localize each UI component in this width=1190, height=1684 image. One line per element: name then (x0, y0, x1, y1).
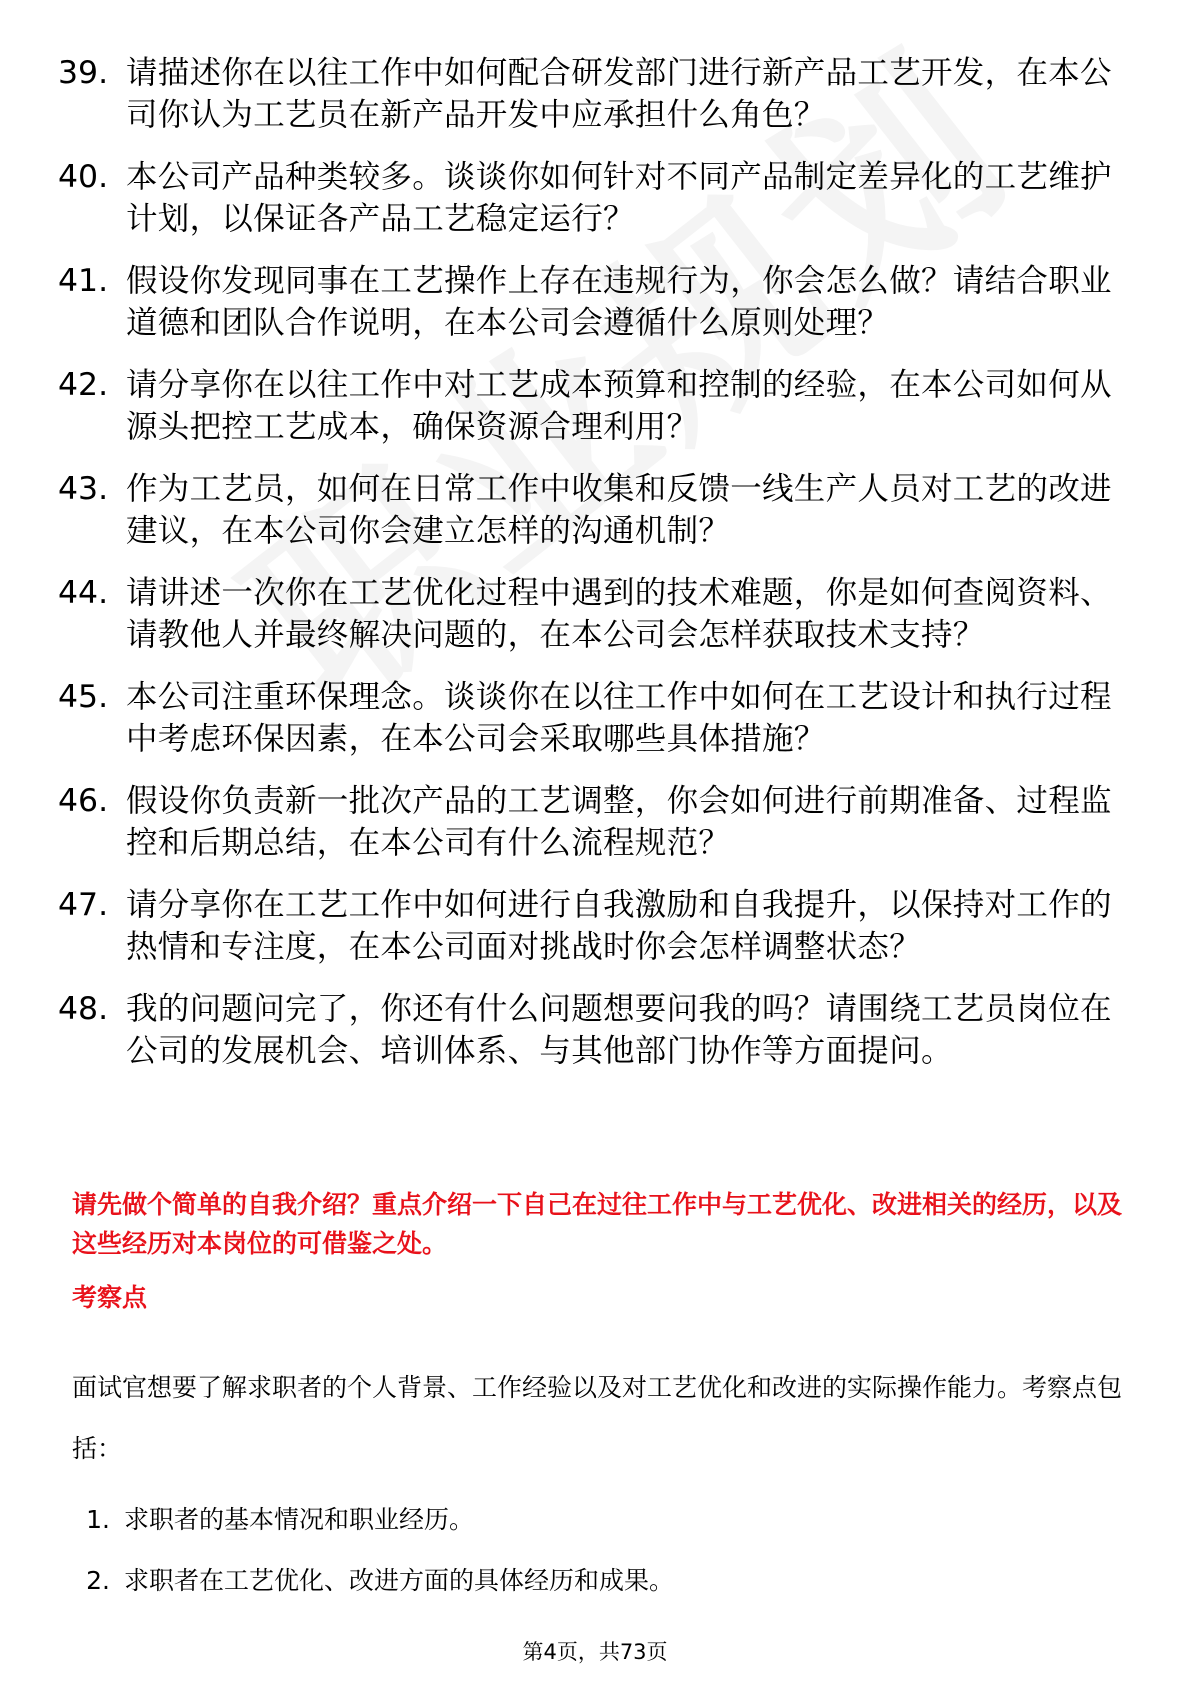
question-item (58, 884, 1118, 968)
question-text: 本公司注重环保理念。谈谈你在以往工作中如何在工艺设计和执行过程中考虑环保因素，在本公司会采取哪些具体措施？ (126, 679, 1112, 757)
exam-points-description: 面试官想要了解求职者的个人背景、工作经验以及对工艺优化和改进的实际操作能力。考察点包括： (72, 1373, 1123, 1463)
exam-point-text: 求职者在工艺优化、改进方面的具体经历和成果。 (124, 1566, 675, 1595)
question-number: 42. (58, 367, 109, 403)
question-text: 本公司产品种类较多。谈谈你如何针对不同产品制定差异化的工艺维护计划，以保证各产品工艺稳定运行？ (126, 159, 1112, 237)
question-list (58, 52, 1118, 1092)
exam-point-number: 2. (86, 1566, 110, 1595)
question-item (58, 260, 1118, 344)
question-number: 45. (58, 679, 109, 715)
exam-point-number: 1. (86, 1505, 110, 1534)
question-text: 假设你发现同事在工艺操作上存在违规行为，你会怎么做？请结合职业道德和团队合作说明，在本公司会遵循什么原则处理？ (126, 263, 1112, 341)
question-number: 40. (58, 159, 109, 195)
page-footer: 第4页，共73页 (522, 1640, 668, 1664)
question-text: 请描述你在以往工作中如何配合研发部门进行新产品工艺开发，在本公司你认为工艺员在新产品开发中应承担什么角色？ (126, 55, 1112, 133)
question-number: 44. (58, 575, 109, 611)
exam-point-text: 求职者的基本情况和职业经历。 (124, 1505, 475, 1534)
question-number: 47. (58, 887, 109, 923)
question-item (58, 468, 1118, 552)
question-item (58, 780, 1118, 864)
question-text: 作为工艺员，如何在日常工作中收集和反馈一线生产人员对工艺的改进建议，在本公司你会建立怎样的沟通机制？ (126, 471, 1112, 549)
exam-points-heading: 考察点 (72, 1283, 148, 1312)
question-item (58, 52, 1118, 136)
question-text: 假设你负责新一批次产品的工艺调整，你会如何进行前期准备、过程监控和后期总结，在本公司有什么流程规范？ (126, 783, 1112, 861)
question-text: 我的问题问完了，你还有什么问题想要问我的吗？请围绕工艺员岗位在公司的发展机会、培训体系、与其他部门协作等方面提问。 (126, 991, 1112, 1069)
question-text: 请分享你在以往工作中对工艺成本预算和控制的经验，在本公司如何从源头把控工艺成本，确保资源合理利用？ (126, 367, 1112, 445)
question-number: 43. (58, 471, 109, 507)
exam-point-item (72, 1502, 1122, 1538)
question-text: 请分享你在工艺工作中如何进行自我激励和自我提升，以保持对工作的热情和专注度，在本公司面对挑战时你会怎样调整状态？ (126, 887, 1112, 965)
question-item (58, 572, 1118, 656)
question-item (58, 156, 1118, 240)
question-text: 请讲述一次你在工艺优化过程中遇到的技术难题，你是如何查阅资料、请教他人并最终解决问题的，在本公司会怎样获取技术支持？ (126, 575, 1112, 653)
question-item (58, 988, 1118, 1072)
exam-point-item (72, 1563, 1122, 1599)
question-item (58, 676, 1118, 760)
question-number: 41. (58, 263, 109, 299)
question-item (58, 364, 1118, 448)
exam-points-list (72, 1502, 1122, 1624)
question-number: 39. (58, 55, 109, 91)
intro-question: 请先做个简单的自我介绍？重点介绍一下自己在过往工作中与工艺优化、改进相关的经历，以及这些经历对本岗位的可借鉴之处。 (72, 1190, 1123, 1258)
question-number: 48. (58, 991, 109, 1027)
question-number: 46. (58, 783, 109, 819)
